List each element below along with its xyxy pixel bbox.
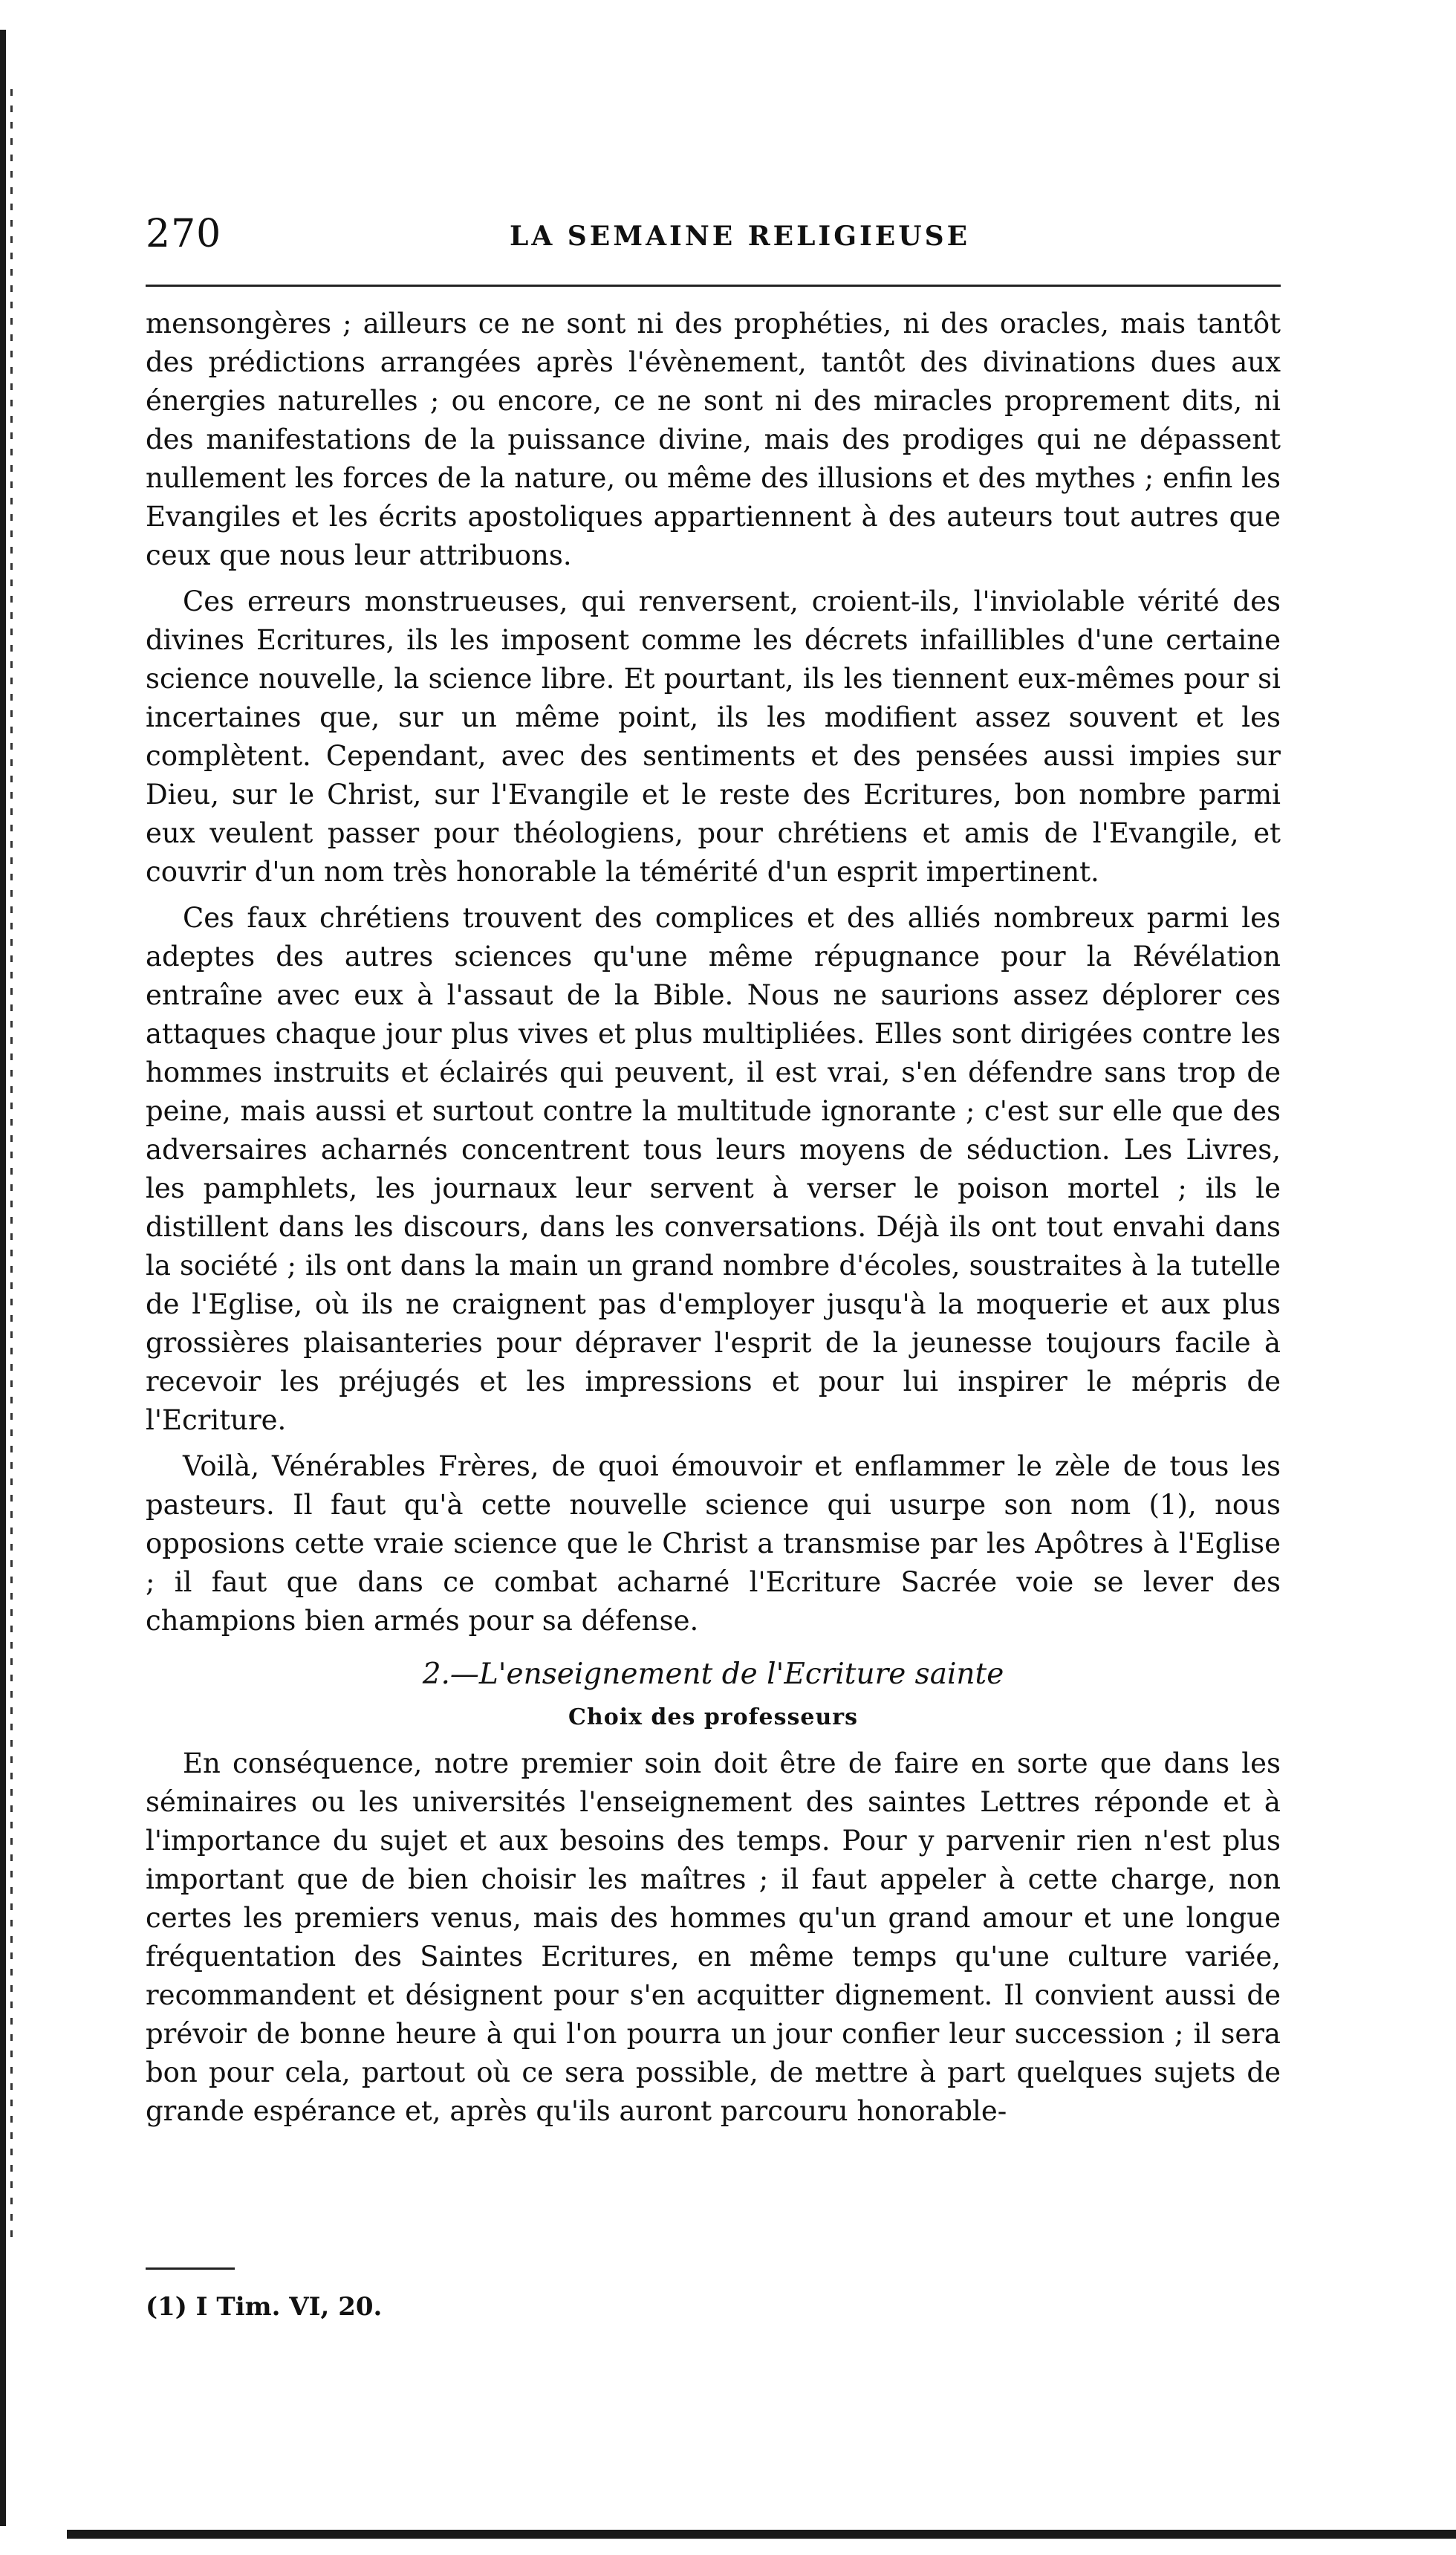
- paragraph-5: En conséquence, notre premier soin doit être de faire en sorte que dans les séminaires ou les universités l'enseignement des saintes Lettres réponde et à l'importance du sujet et aux besoins des temps. Pour y parvenir rien n'est plus important que de bien choisir les maîtres ; il faut appeler à cette charge, non certes les premiers venus, mais des hommes qu'un grand amour et une longue fréquentation des Saintes Ecritures, en même temps qu'une culture variée, recommandent et désignent pour s'en acquitter dignement. Il convient aussi de prévoir de bonne heure à qui l'on pourra un jour confier leur succession ; il sera bon pour cela, partout où ce sera possible, de mettre à part quelques sujets de grande espérance et, après qu'ils auront parcouru honorable-: [146, 1747, 1281, 2127]
- paragraph-3: Ces faux chrétiens trouvent des complices et des alliés nombreux parmi les adeptes des autres sciences qu'une même répugnance pour la Révélation entraîne avec eux à l'assaut de la Bible. Nous ne saurions assez déplorer ces attaques chaque jour plus vives et plus multipliées. Elles sont dirigées contre les hommes instruits et éclairés qui peuvent, il est vrai, s'en défendre sans trop de peine, mais aussi et surtout contre la multitude ignorante ; c'est sur elle que des adversaires acharnés concentrent tous leurs moyens de séduction. Les Livres, les pamphlets, les journaux leur servent à verser le poison mortel ; ils le distillent dans les discours, dans les conversations. Déjà ils ont tout envahi dans la société ; ils ont dans la main un grand nombre d'écoles, soustraites à la tutelle de l'Eglise, où ils ne craignent pas d'employer jusqu'à la moquerie et aux plus grossières plaisanteries pour dépraver l'esprit de la jeunesse toujours facile à recevoir les préjugés et les impressions et pour lui inspirer le mépris de l'Ecriture.: [146, 902, 1281, 1436]
- page-header: [146, 212, 1281, 264]
- sub-heading: Choix des professeurs: [568, 1704, 858, 1730]
- section-heading: 2.—L'enseignement de l'Ecriture sainte: [422, 1658, 1004, 1691]
- main-text: [146, 305, 1281, 2138]
- paragraph-4: Voilà, Vénérables Frères, de quoi émouvoir et enflammer le zèle de tous les pasteurs. Il faut qu'à cette nouvelle science qui usurpe son nom (1), nous opposions cette vraie science que le Christ a transmise par les Apôtres à l'Eglise ; il faut que dans ce combat acharné l'Ecriture Sacrée voie se lever des champions bien armés pour sa défense.: [146, 1450, 1281, 1637]
- running-head: LA SEMAINE RELIGIEUSE: [510, 221, 971, 252]
- header-rule: [146, 285, 1281, 287]
- page-number: 270: [146, 212, 222, 256]
- footnote: (1) I Tim. VI, 20.: [146, 2292, 383, 2322]
- footnote-rule: [146, 2267, 235, 2270]
- paragraph-2: Ces erreurs monstrueuses, qui renversent, croient-ils, l'inviolable vérité des divines Ecritures, ils les imposent comme les décrets infaillibles d'une certaine science nouvelle, la science libre. Et pourtant, ils les tiennent eux-mêmes pour si incertaines que, sur un même point, ils les modifient assez souvent et les complètent. Cependant, avec des sentiments et des pensées aussi impies sur Dieu, sur le Christ, sur l'Evangile et le reste des Ecritures, bon nombre parmi eux veulent passer pour théologiens, pour chrétiens et amis de l'Evangile, et couvrir d'un nom très honorable la témérité d'un esprit impertinent.: [146, 585, 1281, 888]
- scan-left-dots: [10, 89, 13, 2244]
- paragraph-1: mensongères ; ailleurs ce ne sont ni des prophéties, ni des oracles, mais tantôt des prédictions arrangées après l'évènement, tantôt des divinations dues aux énergies naturelles ; ou encore, ce ne sont ni des miracles proprement dits, ni des manifestations de la puissance divine, mais des prodiges qui ne dépassent nullement les forces de la nature, ou même des illusions et des mythes ; enfin les Evangiles et les écrits apostoliques appartiennent à des auteurs tout autres que ceux que nous leur attribuons.: [146, 308, 1281, 571]
- scan-left-border: [0, 30, 6, 2526]
- scan-bottom-border: [67, 2530, 1456, 2539]
